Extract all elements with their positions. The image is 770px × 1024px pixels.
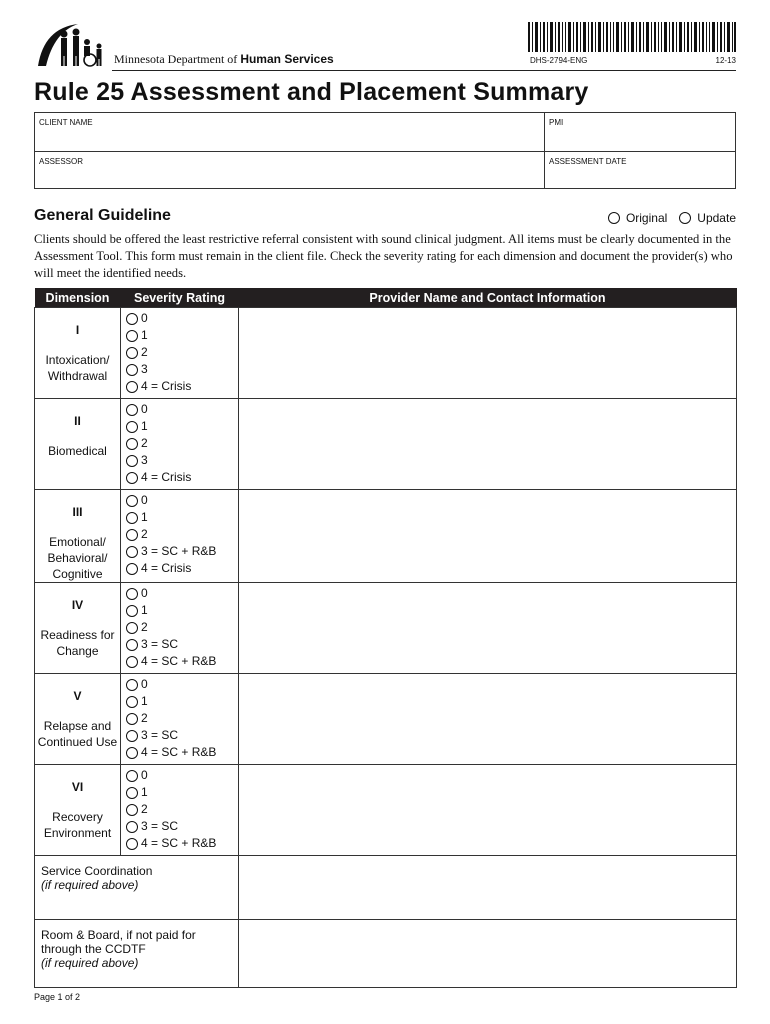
dimension-row (35, 674, 737, 765)
severity-label: 2 (141, 436, 148, 450)
dimension-name: Cognitive (52, 567, 103, 581)
page-title: Rule 25 Assessment and Placement Summary (34, 78, 589, 106)
severity-option[interactable] (126, 327, 238, 344)
room-board-label: Room & Board, if not paid for through the CCDTF (if required above) (35, 920, 239, 988)
dimension-name: Continued Use (37, 735, 118, 749)
dimension-cell (35, 399, 121, 490)
severity-label: 0 (141, 311, 148, 325)
form-date: 12-13 (715, 56, 736, 65)
severity-label: 1 (141, 419, 148, 433)
severity-cell (121, 583, 239, 674)
dimension-name: Intoxication/ (45, 353, 110, 367)
severity-label: 4 = SC + R&B (141, 654, 217, 668)
client-name-label: CLIENT NAME (39, 118, 93, 127)
severity-label: 1 (141, 510, 148, 524)
dimension-number: I (75, 323, 80, 337)
severity-option[interactable] (126, 361, 238, 378)
severity-radio[interactable] (126, 622, 138, 634)
provider-info-field[interactable] (239, 765, 737, 856)
severity-option[interactable] (126, 509, 238, 526)
severity-cell (121, 399, 239, 490)
severity-radio[interactable] (126, 330, 138, 342)
severity-radio[interactable] (126, 770, 138, 782)
original-radio[interactable] (608, 212, 620, 224)
severity-radio[interactable] (126, 838, 138, 850)
severity-radio[interactable] (126, 639, 138, 651)
severity-label: 4 = Crisis (141, 379, 192, 393)
dimension-number: V (73, 689, 82, 703)
severity-label: 2 (141, 711, 148, 725)
severity-radio[interactable] (126, 713, 138, 725)
header-provider: Provider Name and Contact Information (239, 288, 737, 308)
service-coordination-row (35, 856, 737, 920)
form-type-options (608, 211, 736, 225)
severity-option[interactable] (126, 401, 238, 418)
severity-option[interactable] (126, 744, 238, 761)
assessor-field[interactable] (35, 152, 544, 189)
header-dimension: Dimension (35, 288, 121, 308)
severity-radio[interactable] (126, 421, 138, 433)
guideline-text: Clients should be offered the least restrictive referral consistent with sound clinical judgment. All items must be clearly documented in the Assessment Tool. This form must remain in the client file. Check the severity rating for each dimension and document the provider(s) who will meet the identified needs. (34, 232, 733, 280)
severity-radio[interactable] (126, 455, 138, 467)
severity-radio[interactable] (126, 588, 138, 600)
severity-label: 3 (141, 362, 148, 376)
severity-option[interactable] (126, 693, 238, 710)
header-severity: Severity Rating (121, 288, 239, 308)
severity-radio[interactable] (126, 512, 138, 524)
header-divider (112, 70, 736, 71)
severity-option[interactable] (126, 727, 238, 744)
severity-radio[interactable] (126, 563, 138, 575)
dimension-name: Behavioral/ (47, 551, 108, 565)
room-board-row (35, 920, 737, 988)
severity-radio[interactable] (126, 495, 138, 507)
section-heading: General Guideline (34, 207, 171, 224)
provider-info-field[interactable] (239, 583, 737, 674)
severity-radio[interactable] (126, 404, 138, 416)
pmi-label: PMI (549, 118, 564, 127)
severity-radio[interactable] (126, 546, 138, 558)
severity-option[interactable] (126, 784, 238, 801)
form-number: DHS-2794-ENG (530, 56, 588, 65)
severity-radio[interactable] (126, 696, 138, 708)
severity-radio[interactable] (126, 605, 138, 617)
severity-option[interactable] (126, 560, 238, 577)
severity-label: 3 = SC (141, 819, 179, 833)
severity-label: 3 (141, 453, 148, 467)
update-option[interactable] (679, 211, 736, 225)
provider-info-field[interactable] (239, 490, 737, 583)
dimension-name: Environment (43, 826, 112, 840)
severity-label: 4 = Crisis (141, 470, 192, 484)
barcode-icon (528, 22, 736, 52)
severity-cell (121, 765, 239, 856)
assessment-date-field[interactable] (545, 152, 735, 189)
severity-option[interactable] (126, 602, 238, 619)
dimension-cell (35, 490, 121, 583)
severity-option[interactable] (126, 710, 238, 727)
severity-option[interactable] (126, 344, 238, 361)
severity-label: 0 (141, 402, 148, 416)
client-info-box (34, 112, 736, 189)
severity-radio[interactable] (126, 438, 138, 450)
severity-option[interactable] (126, 418, 238, 435)
severity-option[interactable] (126, 378, 238, 395)
severity-label: 1 (141, 785, 148, 799)
dimension-cell (35, 583, 121, 674)
severity-cell (121, 308, 239, 399)
service-coordination-label: Service Coordination (if required above) (35, 856, 239, 920)
update-label: Update (697, 211, 736, 225)
severity-radio[interactable] (126, 656, 138, 668)
severity-label: 4 = Crisis (141, 561, 192, 575)
dimension-name: Biomedical (48, 444, 107, 458)
severity-radio[interactable] (126, 472, 138, 484)
severity-option[interactable] (126, 818, 238, 835)
severity-option[interactable] (126, 585, 238, 602)
provider-info-field[interactable] (239, 308, 737, 399)
dimension-name: Emotional/ (49, 535, 106, 549)
dimension-name: Withdrawal (47, 369, 108, 383)
severity-label: 3 = SC (141, 728, 179, 742)
dimension-row (35, 490, 737, 583)
severity-radio[interactable] (126, 364, 138, 376)
original-option[interactable] (608, 211, 667, 225)
severity-option[interactable] (126, 653, 238, 670)
severity-radio[interactable] (126, 679, 138, 691)
dimension-number: VI (71, 780, 84, 794)
provider-info-field[interactable] (239, 399, 737, 490)
provider-info-field[interactable] (239, 674, 737, 765)
client-name-field[interactable] (35, 113, 544, 151)
severity-radio[interactable] (126, 730, 138, 742)
severity-radio[interactable] (126, 313, 138, 325)
severity-option[interactable] (126, 469, 238, 486)
table-header-row (35, 288, 737, 308)
severity-radio[interactable] (126, 787, 138, 799)
dimension-cell (35, 308, 121, 399)
severity-option[interactable] (126, 492, 238, 509)
severity-option[interactable] (126, 676, 238, 693)
severity-option[interactable] (126, 310, 238, 327)
severity-option[interactable] (126, 636, 238, 653)
severity-option[interactable] (126, 452, 238, 469)
severity-option[interactable] (126, 767, 238, 784)
dimension-name: Change (56, 644, 99, 658)
severity-option[interactable] (126, 801, 238, 818)
dimension-table (34, 288, 737, 988)
service-coordination-provider[interactable] (239, 856, 737, 920)
dimension-row (35, 583, 737, 674)
dimension-cell (35, 765, 121, 856)
dimension-row (35, 399, 737, 490)
pmi-field[interactable] (545, 113, 735, 151)
severity-label: 1 (141, 694, 148, 708)
severity-label: 2 (141, 345, 148, 359)
severity-option[interactable] (126, 619, 238, 636)
update-radio[interactable] (679, 212, 691, 224)
severity-label: 3 = SC (141, 637, 179, 651)
dimension-row (35, 765, 737, 856)
severity-label: 0 (141, 493, 148, 507)
severity-label: 0 (141, 768, 148, 782)
dimension-name: Relapse and (43, 719, 112, 733)
severity-option[interactable] (126, 435, 238, 452)
severity-radio[interactable] (126, 821, 138, 833)
severity-label: 4 = SC + R&B (141, 745, 217, 759)
department-name: Minnesota Department of Human Services (114, 52, 334, 66)
dhs-logo-icon (34, 22, 114, 68)
severity-label: 1 (141, 603, 148, 617)
severity-label: 1 (141, 328, 148, 342)
severity-radio[interactable] (126, 747, 138, 759)
room-board-provider[interactable] (239, 920, 737, 988)
severity-label: 3 = SC + R&B (141, 544, 217, 558)
severity-label: 4 = SC + R&B (141, 836, 217, 850)
dimension-number: IV (71, 598, 84, 612)
assessment-date-label: ASSESSMENT DATE (549, 157, 627, 166)
severity-cell (121, 490, 239, 583)
dimension-number: II (74, 414, 81, 428)
dimension-number: III (72, 505, 83, 519)
severity-cell (121, 674, 239, 765)
severity-label: 2 (141, 802, 148, 816)
severity-radio[interactable] (126, 529, 138, 541)
severity-option[interactable] (126, 526, 238, 543)
severity-radio[interactable] (126, 347, 138, 359)
severity-option[interactable] (126, 543, 238, 560)
severity-label: 2 (141, 527, 148, 541)
assessor-label: ASSESSOR (39, 157, 84, 166)
page-number: Page 1 of 2 (34, 992, 81, 1002)
severity-option[interactable] (126, 835, 238, 852)
dimension-name: Recovery (52, 810, 103, 824)
original-label: Original (625, 211, 668, 225)
severity-radio[interactable] (126, 804, 138, 816)
dimension-name: Readiness for (40, 628, 115, 642)
severity-label: 0 (141, 677, 148, 691)
dimension-cell (35, 674, 121, 765)
severity-radio[interactable] (126, 381, 138, 393)
dimension-row (35, 308, 737, 399)
severity-label: 2 (141, 620, 148, 634)
severity-label: 0 (141, 586, 148, 600)
page-header (34, 22, 736, 70)
